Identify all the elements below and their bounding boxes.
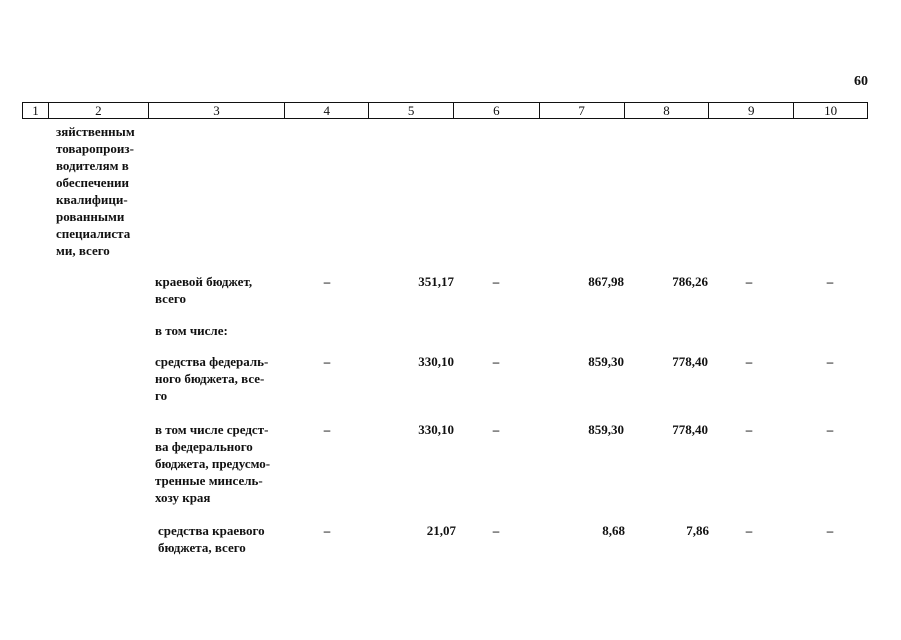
header-col-6: 6: [454, 103, 540, 118]
row-5-col-6: –: [492, 523, 500, 538]
header-col-4: 4: [285, 103, 369, 118]
row-5-label: средства краевого бюджета, всего: [158, 523, 265, 555]
header-col-1: 1: [23, 103, 49, 118]
row-5-col-4: –: [323, 523, 331, 538]
header-col-2: 2: [49, 103, 149, 118]
row-4-col-7: 859,30: [588, 422, 624, 437]
column-2-continuation-text: зяйственным товаропроиз- водителям в обеспечении квалифици- рованными специалиста ми, всего: [56, 124, 135, 258]
header-col-8: 8: [625, 103, 710, 118]
row-1-col-8: 786,26: [672, 274, 708, 289]
row-3-col-7: 859,30: [588, 354, 624, 369]
row-1-col-4: –: [323, 274, 331, 289]
row-3-col-4: –: [323, 354, 331, 369]
row-3-label: средства федераль- ного бюджета, все- го: [155, 354, 269, 403]
row-4-col-8: 778,40: [672, 422, 708, 437]
row-5-col-8: 7,86: [686, 523, 709, 538]
header-col-3: 3: [149, 103, 286, 118]
row-1-col-10: –: [826, 274, 834, 289]
header-col-9: 9: [709, 103, 794, 118]
row-4-col-6: –: [492, 422, 500, 437]
header-col-7: 7: [540, 103, 625, 118]
row-2-label: в том числе:: [155, 323, 228, 338]
row-1-col-9: –: [745, 274, 753, 289]
row-4-col-10: –: [826, 422, 834, 437]
row-4-col-5: 330,10: [418, 422, 454, 437]
row-3-col-6: –: [492, 354, 500, 369]
row-5-col-9: –: [745, 523, 753, 538]
row-1-col-5: 351,17: [418, 274, 454, 289]
row-1-col-7: 867,98: [588, 274, 624, 289]
row-5-col-5: 21,07: [426, 523, 456, 538]
row-5-col-10: –: [826, 523, 834, 538]
row-3-col-9: –: [745, 354, 753, 369]
row-4-label: в том числе средст- ва федерального бюджета, предусмо- тренные минсель- хозу края: [155, 422, 271, 505]
row-3-col-8: 778,40: [672, 354, 708, 369]
row-3-col-10: –: [826, 354, 834, 369]
row-4-col-4: –: [323, 422, 331, 437]
row-3-col-5: 330,10: [418, 354, 454, 369]
page-number: 60: [854, 74, 868, 89]
row-5-col-7: 8,68: [602, 523, 625, 538]
row-1-label: краевой бюджет, всего: [155, 274, 253, 306]
row-1-col-6: –: [492, 274, 500, 289]
header-col-10: 10: [824, 103, 838, 118]
header-col-5: 5: [369, 103, 454, 118]
table-header-row: [22, 102, 868, 119]
row-4-col-9: –: [745, 422, 753, 437]
